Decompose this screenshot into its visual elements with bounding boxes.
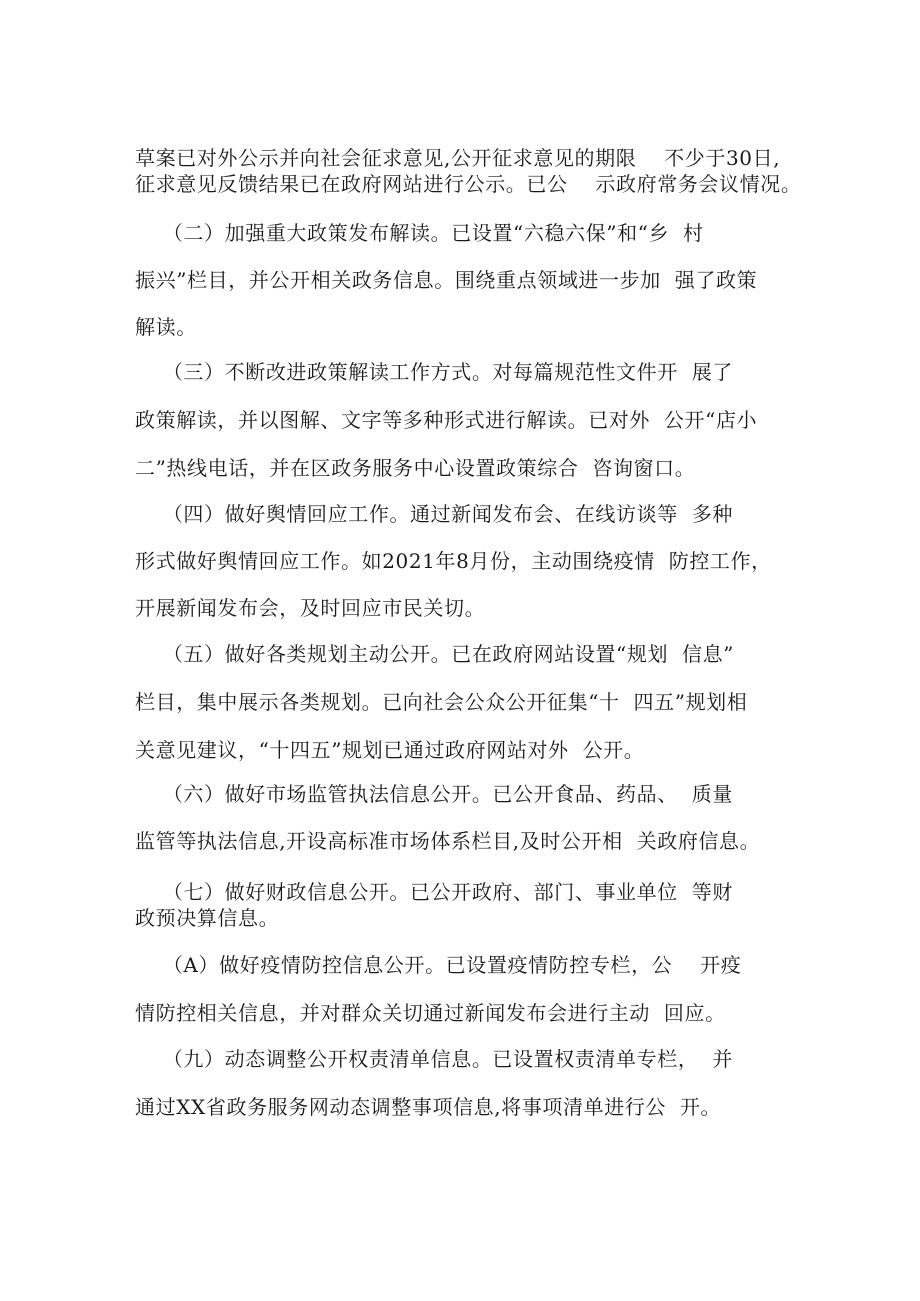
text-line: （二）加强重大政策发布解读。已设置“六稳六保”和“乡 村 — [135, 221, 704, 245]
text-line: 解读。 — [135, 315, 197, 339]
text-line: （三）不断改进政策解读工作方式。对每篇规范性文件开 展了 — [135, 360, 733, 384]
paragraph-2 — [135, 218, 795, 342]
text-line: 征求意见反馈结果已在政府网站进行公示。已公 示政府常务会议情况。 — [135, 172, 802, 196]
paragraph-5 — [135, 639, 795, 765]
text-line: 政预决算信息。 — [135, 906, 280, 930]
paragraph-7 — [135, 879, 795, 931]
text-line: （九）动态调整公开权责清单信息。已设置权责清单专栏， 并 — [135, 1047, 733, 1071]
text-line: （七）做好财政信息公开。已公开政府、部门、事业单位 等财 — [135, 880, 733, 904]
text-line: 开展新闻发布会，及时回应市民关切。 — [135, 596, 486, 620]
text-line: 政策解读，并以图解、文字等多种形式进行解读。已对外 公开“店小 — [135, 408, 758, 432]
text-line: 情防控相关信息，并对群众关切通过新闻发布会进行主动 回应。 — [135, 1001, 726, 1025]
paragraph-intro — [135, 145, 802, 197]
text-line: 振兴”栏目，并公开相关政务信息。围绕重点领域进一步加 强了政策 — [135, 268, 758, 292]
paragraph-9 — [135, 1044, 795, 1122]
text-line: 草案已对外公示并向社会征求意见,公开征求意见的期限 不少于30日, — [135, 146, 781, 170]
paragraph-3 — [135, 357, 795, 483]
paragraph-6 — [135, 779, 795, 856]
text-line: 二”热线电话，并在区政务服务中心设置政策综合 咨询窗口。 — [135, 456, 696, 480]
text-line: （六）做好市场监管执法信息公开。已公开食品、药品、 质量 — [135, 782, 733, 806]
text-line: 关意见建议，“十四五”规划已通过政府网站对外 公开。 — [135, 738, 645, 762]
text-line: （A）做好疫情防控信息公开。已设置疫情防控专栏，公 开疫 — [135, 953, 742, 977]
paragraph-4 — [135, 499, 795, 623]
text-line: （四）做好舆情回应工作。通过新闻发布会、在线访谈等 多种 — [135, 502, 733, 526]
text-line: 形式做好舆情回应工作。如2021年8月份，主动围绕疫情 防控工作， — [135, 549, 772, 573]
text-line: 栏目，集中展示各类规划。已向社会公众公开征集“十 四五”规划相 — [135, 690, 748, 714]
text-line: 通过XX省政务服务网动态调整事项信息,将事项清单进行公 开。 — [135, 1095, 722, 1119]
paragraph-8 — [135, 950, 795, 1028]
text-line: （五）做好各类规划主动公开。已在政府网站设置“规划 信息” — [135, 642, 734, 666]
text-line: 监管等执法信息,开设高标准市场体系栏目,及时公开相 关政府信息。 — [135, 829, 761, 853]
